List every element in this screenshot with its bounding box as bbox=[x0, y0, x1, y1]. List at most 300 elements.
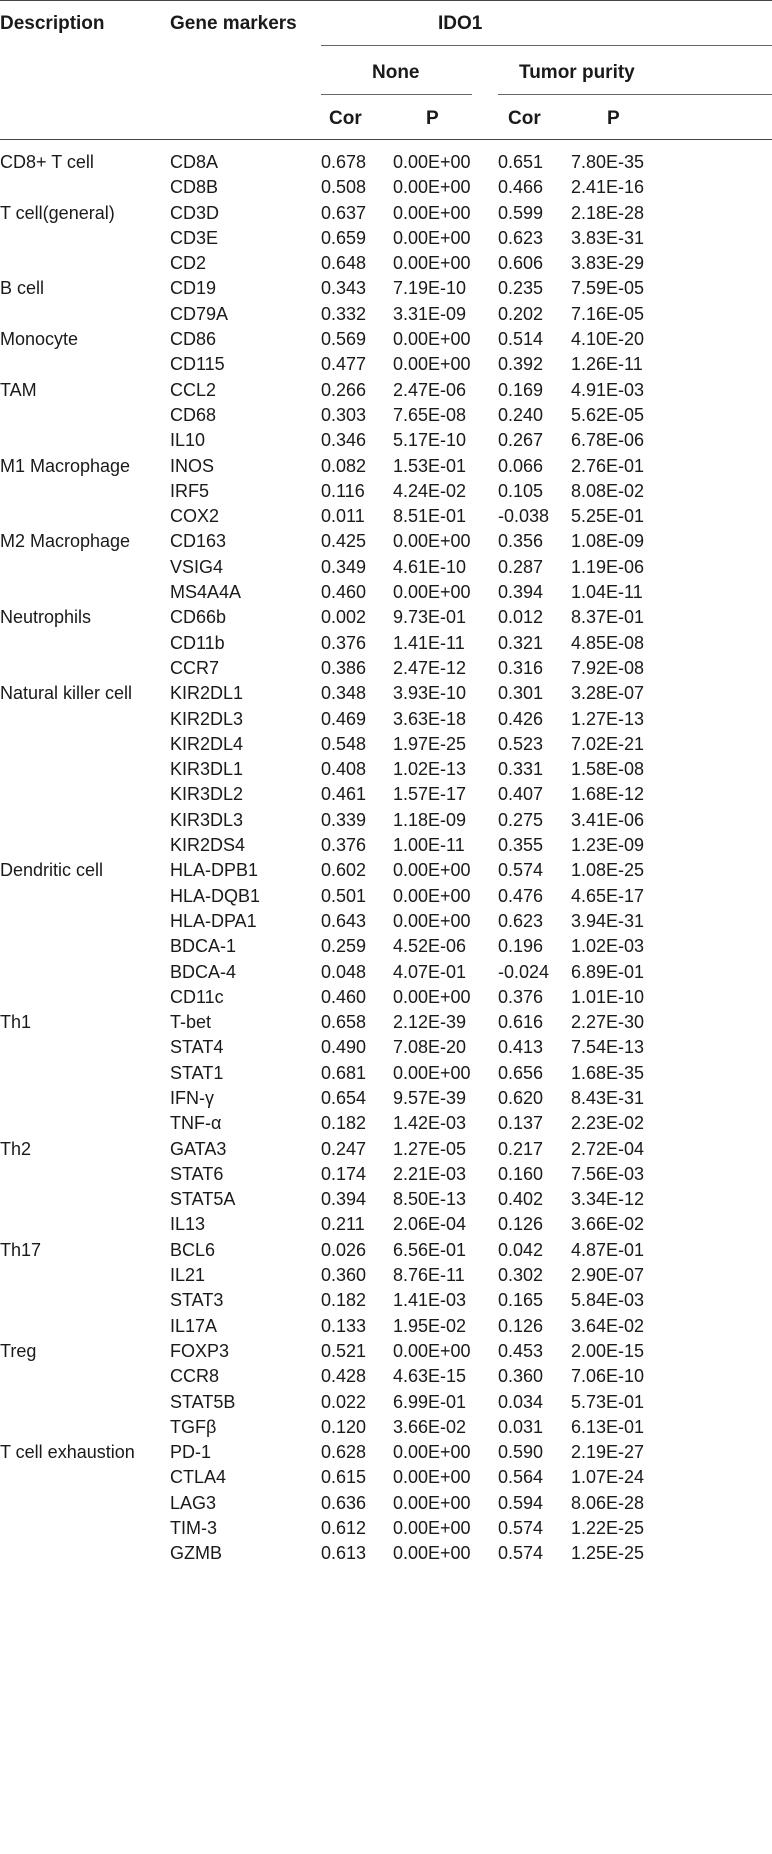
cell-p-purity: 3.66E-02 bbox=[571, 1214, 645, 1235]
cell-p-none: 0.00E+00 bbox=[393, 329, 471, 350]
cell-p-purity: 4.87E-01 bbox=[571, 1239, 645, 1260]
cell-p-purity: 7.92E-08 bbox=[571, 657, 645, 678]
cell-p-none: 9.73E-01 bbox=[393, 607, 467, 628]
cell-cor-none: 0.247 bbox=[321, 1138, 367, 1159]
table-row bbox=[0, 479, 772, 504]
cell-gene: CD163 bbox=[170, 531, 227, 552]
cell-cor-none: 0.011 bbox=[321, 506, 365, 527]
table-row bbox=[0, 226, 772, 251]
cell-gene: IL21 bbox=[170, 1265, 206, 1286]
cell-p-none: 0.00E+00 bbox=[393, 1467, 471, 1488]
cell-cor-purity: 0.321 bbox=[498, 632, 544, 653]
cell-cor-purity: 0.623 bbox=[498, 227, 544, 248]
cell-description: Neutrophils bbox=[0, 607, 92, 628]
cell-cor-none: 0.339 bbox=[321, 809, 367, 830]
table-row bbox=[0, 302, 772, 327]
cell-gene: STAT5A bbox=[170, 1189, 236, 1210]
cell-gene: CCR8 bbox=[170, 1366, 220, 1387]
cell-gene: CD3E bbox=[170, 227, 219, 248]
cell-cor-purity: 0.275 bbox=[498, 809, 544, 830]
cell-gene: VSIG4 bbox=[170, 556, 224, 577]
cell-p-purity: 3.83E-31 bbox=[571, 227, 645, 248]
cell-cor-purity: 0.034 bbox=[498, 1391, 544, 1412]
cell-cor-none: 0.569 bbox=[321, 329, 367, 350]
cell-cor-none: 0.637 bbox=[321, 202, 367, 223]
cell-description: M2 Macrophage bbox=[0, 531, 131, 552]
cell-p-purity: 4.85E-08 bbox=[571, 632, 645, 653]
table-row bbox=[0, 757, 772, 782]
cell-p-purity: 3.28E-07 bbox=[571, 683, 645, 704]
cell-cor-purity: 0.169 bbox=[498, 379, 544, 400]
cell-cor-none: 0.346 bbox=[321, 430, 367, 451]
cell-description: Dendritic cell bbox=[0, 860, 104, 881]
cell-cor-purity: 0.217 bbox=[498, 1138, 544, 1159]
header-description: Description bbox=[0, 13, 105, 34]
table-row bbox=[0, 1010, 772, 1035]
cell-cor-none: 0.613 bbox=[321, 1543, 367, 1564]
header-gene-markers: Gene markers bbox=[170, 13, 297, 34]
cell-p-none: 4.24E-02 bbox=[393, 480, 467, 501]
cell-description: B cell bbox=[0, 278, 45, 299]
cell-cor-purity: 0.394 bbox=[498, 582, 544, 603]
cell-gene: IL17A bbox=[170, 1315, 218, 1336]
cell-gene: CD79A bbox=[170, 303, 229, 324]
cell-p-none: 0.00E+00 bbox=[393, 1543, 471, 1564]
cell-cor-purity: 0.202 bbox=[498, 303, 544, 324]
cell-cor-purity: 0.620 bbox=[498, 1087, 544, 1108]
cell-cor-purity: 0.042 bbox=[498, 1239, 544, 1260]
cell-p-purity: 1.68E-35 bbox=[571, 1062, 645, 1083]
cell-cor-purity: 0.564 bbox=[498, 1467, 544, 1488]
cell-cor-none: 0.386 bbox=[321, 657, 367, 678]
cell-cor-none: 0.408 bbox=[321, 759, 367, 780]
cell-p-purity: 1.01E-10 bbox=[571, 986, 645, 1007]
cell-p-purity: 1.22E-25 bbox=[571, 1518, 645, 1539]
cell-gene: KIR3DL3 bbox=[170, 809, 244, 830]
cell-cor-none: 0.394 bbox=[321, 1189, 367, 1210]
cell-cor-purity: 0.453 bbox=[498, 1340, 544, 1361]
cell-cor-purity: 0.196 bbox=[498, 936, 544, 957]
cell-cor-none: 0.211 bbox=[321, 1214, 365, 1235]
cell-cor-none: 0.428 bbox=[321, 1366, 367, 1387]
cell-cor-purity: 0.426 bbox=[498, 708, 544, 729]
cell-p-none: 1.41E-11 bbox=[393, 632, 465, 653]
cell-p-purity: 8.37E-01 bbox=[571, 607, 645, 628]
cell-description: Natural killer cell bbox=[0, 683, 133, 704]
cell-cor-none: 0.615 bbox=[321, 1467, 367, 1488]
cell-cor-none: 0.343 bbox=[321, 278, 367, 299]
cell-gene: BDCA-1 bbox=[170, 936, 237, 957]
cell-p-purity: 1.68E-12 bbox=[571, 784, 645, 805]
table-row bbox=[0, 1238, 772, 1263]
header-p-none: P bbox=[426, 108, 439, 129]
cell-p-purity: 5.73E-01 bbox=[571, 1391, 645, 1412]
table-row bbox=[0, 833, 772, 858]
cell-p-none: 0.00E+00 bbox=[393, 354, 471, 375]
cell-p-purity: 8.43E-31 bbox=[571, 1087, 645, 1108]
cell-gene: CD11c bbox=[170, 986, 224, 1007]
cell-gene: KIR3DL2 bbox=[170, 784, 244, 805]
cell-cor-none: 0.376 bbox=[321, 835, 367, 856]
cell-description: CD8+ T cell bbox=[0, 152, 94, 172]
cell-cor-purity: 0.105 bbox=[498, 480, 544, 501]
cell-cor-none: 0.659 bbox=[321, 227, 367, 248]
cell-gene: GZMB bbox=[170, 1543, 222, 1564]
cell-cor-purity: 0.031 bbox=[498, 1416, 544, 1437]
cell-p-none: 2.21E-03 bbox=[393, 1163, 467, 1184]
cell-gene: HLA-DPB1 bbox=[170, 860, 259, 881]
cell-cor-none: 0.174 bbox=[321, 1163, 367, 1184]
cell-gene: CD8A bbox=[170, 152, 219, 172]
cell-p-none: 6.99E-01 bbox=[393, 1391, 467, 1412]
cell-cor-none: 0.460 bbox=[321, 986, 367, 1007]
cell-p-none: 4.52E-06 bbox=[393, 936, 467, 957]
cell-p-purity: 2.19E-27 bbox=[571, 1442, 645, 1463]
cell-cor-none: 0.477 bbox=[321, 354, 367, 375]
cell-cor-none: 0.303 bbox=[321, 404, 367, 425]
cell-cor-none: 0.612 bbox=[321, 1518, 367, 1539]
cell-p-none: 0.00E+00 bbox=[393, 986, 471, 1007]
table-row bbox=[0, 555, 772, 580]
table-row bbox=[0, 504, 772, 529]
cell-gene: T-bet bbox=[170, 1012, 212, 1033]
table-row bbox=[0, 1288, 772, 1313]
cell-cor-purity: 0.656 bbox=[498, 1062, 544, 1083]
cell-p-purity: 2.18E-28 bbox=[571, 202, 645, 223]
cell-cor-purity: 0.413 bbox=[498, 1037, 544, 1058]
cell-cor-purity: 0.392 bbox=[498, 354, 544, 375]
cell-p-none: 8.51E-01 bbox=[393, 506, 467, 527]
cell-p-none: 3.66E-02 bbox=[393, 1416, 467, 1437]
cell-gene: IRF5 bbox=[170, 480, 210, 501]
cell-p-purity: 5.84E-03 bbox=[571, 1290, 645, 1311]
cell-cor-purity: 0.574 bbox=[498, 1518, 544, 1539]
cell-cor-purity: 0.302 bbox=[498, 1265, 544, 1286]
cell-p-purity: 2.23E-02 bbox=[571, 1113, 645, 1134]
cell-description: TAM bbox=[0, 379, 37, 400]
cell-cor-none: 0.120 bbox=[321, 1416, 367, 1437]
cell-gene: TIM-3 bbox=[170, 1518, 217, 1539]
cell-cor-purity: 0.066 bbox=[498, 455, 544, 476]
cell-p-purity: 1.58E-08 bbox=[571, 759, 645, 780]
cell-cor-none: 0.026 bbox=[321, 1239, 367, 1260]
table-row bbox=[0, 808, 772, 833]
table-row bbox=[0, 1212, 772, 1237]
cell-gene: GATA3 bbox=[170, 1138, 227, 1159]
cell-gene: KIR2DL4 bbox=[170, 733, 244, 754]
cell-gene: KIR3DL1 bbox=[170, 759, 244, 780]
table-row bbox=[0, 1364, 772, 1389]
cell-cor-none: 0.658 bbox=[321, 1012, 367, 1033]
table-row bbox=[0, 529, 772, 554]
cell-p-purity: 7.59E-05 bbox=[571, 278, 645, 299]
cell-p-none: 8.76E-11 bbox=[393, 1265, 465, 1286]
cell-p-none: 0.00E+00 bbox=[393, 1518, 471, 1539]
table-row bbox=[0, 454, 772, 479]
cell-cor-none: 0.508 bbox=[321, 177, 367, 198]
cell-cor-none: 0.266 bbox=[321, 379, 367, 400]
cell-cor-purity: 0.514 bbox=[498, 329, 544, 350]
cell-description: Th17 bbox=[0, 1239, 42, 1260]
table-row bbox=[0, 1541, 772, 1566]
cell-gene: STAT4 bbox=[170, 1037, 224, 1058]
cell-cor-none: 0.259 bbox=[321, 936, 367, 957]
cell-gene: HLA-DPA1 bbox=[170, 910, 257, 931]
cell-p-none: 0.00E+00 bbox=[393, 253, 471, 274]
cell-cor-purity: 0.574 bbox=[498, 860, 544, 881]
table-row bbox=[0, 1339, 772, 1364]
cell-cor-purity: 0.301 bbox=[498, 683, 544, 704]
header-none: None bbox=[372, 62, 420, 83]
cell-p-none: 1.42E-03 bbox=[393, 1113, 467, 1134]
cell-p-none: 0.00E+00 bbox=[393, 860, 471, 881]
cell-cor-purity: 0.476 bbox=[498, 885, 544, 906]
table-row bbox=[0, 1111, 772, 1136]
cell-cor-purity: 0.651 bbox=[498, 152, 544, 172]
cell-p-purity: 3.94E-31 bbox=[571, 910, 645, 931]
cell-p-none: 2.47E-12 bbox=[393, 657, 467, 678]
table-row bbox=[0, 428, 772, 453]
cell-cor-purity: 0.599 bbox=[498, 202, 544, 223]
table-row bbox=[0, 605, 772, 630]
cell-p-purity: 1.02E-03 bbox=[571, 936, 645, 957]
cell-gene: CD115 bbox=[170, 354, 225, 375]
cell-p-none: 0.00E+00 bbox=[393, 177, 471, 198]
cell-cor-none: 0.048 bbox=[321, 961, 367, 982]
cell-cor-none: 0.643 bbox=[321, 910, 367, 931]
cell-p-purity: 1.04E-11 bbox=[571, 582, 643, 603]
cell-cor-purity: 0.594 bbox=[498, 1492, 544, 1513]
cell-p-purity: 2.90E-07 bbox=[571, 1265, 645, 1286]
cell-cor-purity: 0.137 bbox=[498, 1113, 544, 1134]
table-row bbox=[0, 1137, 772, 1162]
cell-p-none: 2.06E-04 bbox=[393, 1214, 467, 1235]
cell-gene: STAT1 bbox=[170, 1062, 224, 1083]
cell-cor-purity: -0.038 bbox=[498, 506, 550, 527]
cell-p-none: 0.00E+00 bbox=[393, 152, 471, 172]
cell-description: Th1 bbox=[0, 1012, 32, 1033]
table-row bbox=[0, 934, 772, 959]
cell-p-purity: 4.10E-20 bbox=[571, 329, 645, 350]
header-tumor-purity: Tumor purity bbox=[519, 62, 635, 83]
table-row bbox=[0, 985, 772, 1010]
cell-cor-none: 0.376 bbox=[321, 632, 367, 653]
cell-description: T cell(general) bbox=[0, 202, 115, 223]
table-row bbox=[0, 681, 772, 706]
cell-cor-purity: 0.466 bbox=[498, 177, 544, 198]
cell-gene: COX2 bbox=[170, 506, 220, 527]
table-row bbox=[0, 175, 772, 200]
cell-p-purity: 3.41E-06 bbox=[571, 809, 645, 830]
table-row bbox=[0, 1415, 772, 1440]
cell-p-none: 7.65E-08 bbox=[393, 404, 467, 425]
cell-p-purity: 2.00E-15 bbox=[571, 1340, 645, 1361]
cell-p-purity: 7.80E-35 bbox=[571, 152, 645, 172]
cell-gene: INOS bbox=[170, 455, 215, 476]
cell-description: T cell exhaustion bbox=[0, 1442, 135, 1463]
header-divider-none bbox=[321, 94, 472, 95]
cell-gene: MS4A4A bbox=[170, 582, 242, 603]
table-row bbox=[0, 1516, 772, 1541]
cell-p-purity: 1.27E-13 bbox=[571, 708, 645, 729]
table-row bbox=[0, 1491, 772, 1516]
cell-cor-purity: 0.606 bbox=[498, 253, 544, 274]
cell-description: Th2 bbox=[0, 1138, 32, 1159]
header-cor-none: Cor bbox=[329, 108, 362, 129]
cell-description: Monocyte bbox=[0, 329, 79, 350]
table-row bbox=[0, 1035, 772, 1060]
cell-cor-none: 0.602 bbox=[321, 860, 367, 881]
header-divider bbox=[321, 45, 772, 46]
table-row bbox=[0, 1162, 772, 1187]
cell-p-none: 4.61E-10 bbox=[393, 556, 467, 577]
cell-gene: CD66b bbox=[170, 607, 227, 628]
cell-gene: CTLA4 bbox=[170, 1467, 227, 1488]
cell-gene: CD19 bbox=[170, 278, 217, 299]
cell-p-purity: 2.76E-01 bbox=[571, 455, 645, 476]
cell-p-purity: 3.83E-29 bbox=[571, 253, 645, 274]
table-row bbox=[0, 707, 772, 732]
cell-gene: PD-1 bbox=[170, 1442, 212, 1463]
cell-p-none: 8.50E-13 bbox=[393, 1189, 467, 1210]
cell-cor-none: 0.082 bbox=[321, 455, 367, 476]
cell-gene: CD86 bbox=[170, 329, 217, 350]
cell-p-none: 0.00E+00 bbox=[393, 227, 471, 248]
table-row bbox=[0, 782, 772, 807]
cell-p-none: 1.27E-05 bbox=[393, 1138, 467, 1159]
table-row bbox=[0, 732, 772, 757]
cell-p-purity: 7.02E-21 bbox=[571, 733, 645, 754]
cell-p-none: 0.00E+00 bbox=[393, 1062, 471, 1083]
cell-cor-none: 0.332 bbox=[321, 303, 367, 324]
cell-p-purity: 4.65E-17 bbox=[571, 885, 645, 906]
cell-cor-purity: 0.407 bbox=[498, 784, 544, 805]
table-row bbox=[0, 909, 772, 934]
cell-gene: IFN-γ bbox=[170, 1087, 214, 1108]
table-row bbox=[0, 327, 772, 352]
cell-cor-none: 0.022 bbox=[321, 1391, 367, 1412]
cell-cor-purity: 0.240 bbox=[498, 404, 544, 425]
cell-gene: CD8B bbox=[170, 177, 219, 198]
cell-p-none: 1.02E-13 bbox=[393, 759, 467, 780]
header-cor-purity: Cor bbox=[508, 108, 541, 129]
cell-p-none: 2.47E-06 bbox=[393, 379, 467, 400]
cell-p-purity: 1.23E-09 bbox=[571, 835, 645, 856]
cell-p-purity: 3.64E-02 bbox=[571, 1315, 645, 1336]
cell-cor-purity: 0.160 bbox=[498, 1163, 544, 1184]
cell-cor-purity: 0.356 bbox=[498, 531, 544, 552]
table-row bbox=[0, 1314, 772, 1339]
cell-cor-purity: 0.235 bbox=[498, 278, 544, 299]
cell-cor-none: 0.461 bbox=[321, 784, 367, 805]
table-row bbox=[0, 1086, 772, 1111]
cell-gene: TNF-α bbox=[170, 1113, 222, 1134]
table-row bbox=[0, 580, 772, 605]
table-row bbox=[0, 858, 772, 883]
cell-p-none: 1.18E-09 bbox=[393, 809, 467, 830]
cell-gene: CD3D bbox=[170, 202, 220, 223]
cell-cor-none: 0.628 bbox=[321, 1442, 367, 1463]
cell-p-none: 0.00E+00 bbox=[393, 202, 471, 223]
cell-cor-none: 0.360 bbox=[321, 1265, 367, 1286]
cell-p-purity: 6.78E-06 bbox=[571, 430, 645, 451]
cell-p-purity: 5.25E-01 bbox=[571, 506, 645, 527]
cell-p-none: 0.00E+00 bbox=[393, 531, 471, 552]
cell-p-none: 7.19E-10 bbox=[393, 278, 467, 299]
cell-gene: IL13 bbox=[170, 1214, 206, 1235]
cell-gene: BDCA-4 bbox=[170, 961, 237, 982]
cell-cor-none: 0.654 bbox=[321, 1087, 367, 1108]
table-row bbox=[0, 403, 772, 428]
table-row bbox=[0, 201, 772, 226]
cell-p-purity: 4.91E-03 bbox=[571, 379, 645, 400]
cell-cor-purity: 0.360 bbox=[498, 1366, 544, 1387]
cell-p-purity: 2.27E-30 bbox=[571, 1012, 645, 1033]
header-ido1: IDO1 bbox=[438, 13, 483, 34]
cell-p-purity: 8.08E-02 bbox=[571, 480, 645, 501]
cell-gene: KIR2DL1 bbox=[170, 683, 244, 704]
cell-gene: BCL6 bbox=[170, 1239, 216, 1260]
cell-p-none: 3.93E-10 bbox=[393, 683, 467, 704]
cell-cor-purity: 0.012 bbox=[498, 607, 544, 628]
cell-p-none: 0.00E+00 bbox=[393, 1340, 471, 1361]
cell-p-none: 1.95E-02 bbox=[393, 1315, 467, 1336]
cell-p-purity: 7.54E-13 bbox=[571, 1037, 645, 1058]
cell-cor-purity: 0.355 bbox=[498, 835, 544, 856]
cell-gene: CCR7 bbox=[170, 657, 220, 678]
cell-cor-none: 0.469 bbox=[321, 708, 367, 729]
cell-cor-purity: 0.287 bbox=[498, 556, 544, 577]
cell-p-purity: 1.08E-09 bbox=[571, 531, 645, 552]
cell-p-none: 4.07E-01 bbox=[393, 961, 467, 982]
cell-p-purity: 3.34E-12 bbox=[571, 1189, 645, 1210]
cell-cor-none: 0.349 bbox=[321, 556, 367, 577]
cell-p-none: 1.00E-11 bbox=[393, 835, 465, 856]
table-row bbox=[0, 251, 772, 276]
header-p-purity: P bbox=[607, 108, 620, 129]
cell-gene: CD11b bbox=[170, 632, 225, 653]
cell-cor-none: 0.501 bbox=[321, 885, 367, 906]
cell-p-none: 4.63E-15 bbox=[393, 1366, 467, 1387]
cell-description: M1 Macrophage bbox=[0, 455, 131, 476]
cell-gene: IL10 bbox=[170, 430, 206, 451]
cell-cor-none: 0.636 bbox=[321, 1492, 367, 1513]
cell-p-purity: 1.19E-06 bbox=[571, 556, 645, 577]
table-row bbox=[0, 1187, 772, 1212]
cell-cor-purity: -0.024 bbox=[498, 961, 550, 982]
cell-p-none: 6.56E-01 bbox=[393, 1239, 467, 1260]
cell-p-none: 0.00E+00 bbox=[393, 1492, 471, 1513]
table-row bbox=[0, 960, 772, 985]
cell-cor-purity: 0.402 bbox=[498, 1189, 544, 1210]
cell-cor-none: 0.648 bbox=[321, 253, 367, 274]
cell-p-purity: 6.13E-01 bbox=[571, 1416, 645, 1437]
cell-p-purity: 8.06E-28 bbox=[571, 1492, 645, 1513]
cell-p-purity: 1.08E-25 bbox=[571, 860, 645, 881]
cell-p-none: 5.17E-10 bbox=[393, 430, 467, 451]
cell-p-purity: 1.26E-11 bbox=[571, 354, 643, 375]
cell-p-none: 0.00E+00 bbox=[393, 910, 471, 931]
cell-gene: LAG3 bbox=[170, 1492, 217, 1513]
cell-cor-none: 0.681 bbox=[321, 1062, 367, 1083]
cell-gene: KIR2DS4 bbox=[170, 835, 246, 856]
cell-cor-purity: 0.126 bbox=[498, 1315, 544, 1336]
table-row bbox=[0, 1465, 772, 1490]
table-row bbox=[0, 656, 772, 681]
cell-gene: STAT3 bbox=[170, 1290, 224, 1311]
cell-cor-none: 0.460 bbox=[321, 582, 367, 603]
cell-p-purity: 2.72E-04 bbox=[571, 1138, 645, 1159]
